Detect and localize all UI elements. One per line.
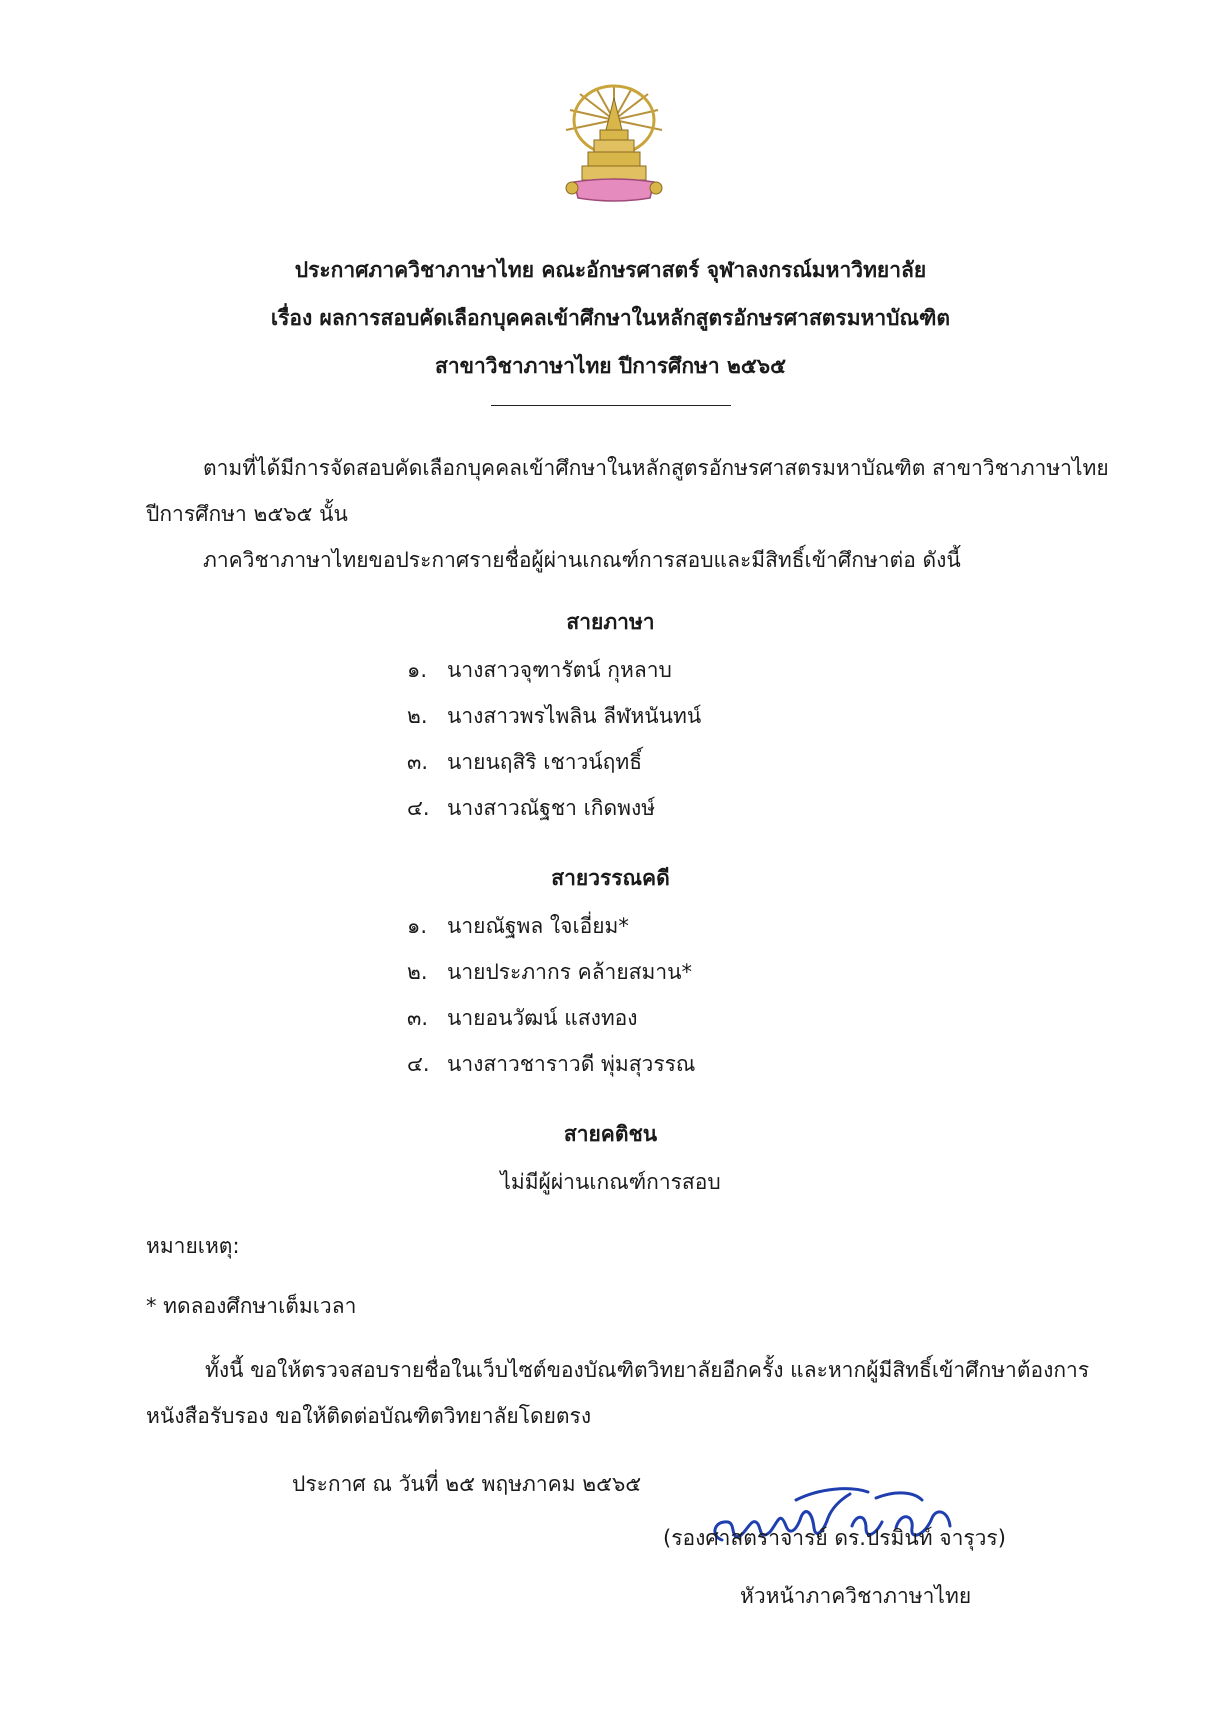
remarks-label: หมายเหตุ: (146, 1234, 240, 1258)
list-item-name: นายอนวัฒน์ แสงทอง (447, 1006, 638, 1030)
list-item-number: ๔. (407, 796, 430, 820)
header-line-2: เรื่อง ผลการสอบคัดเลือกบุคคลเข้าศึกษาในหลักสูตรอักษรศาสตรมหาบัณฑิต (270, 306, 951, 330)
intro-para2: ภาควิชาภาษาไทยขอประกาศรายชื่อผู้ผ่านเกณฑ์การสอบและมีสิทธิ์เข้าศึกษาต่อ ดังนี้ (203, 548, 961, 572)
list-item (407, 910, 629, 943)
list-item-name: นางสาวจุฑารัตน์ กุหลาบ (447, 658, 672, 682)
section-title-language: สายภาษา (566, 610, 655, 634)
closing-line-2: หนังสือรับรอง ขอให้ติดต่อบัณฑิตวิทยาลัยโดยตรง (146, 1404, 592, 1428)
list-item-name: นางสาวชาราวดี พุ่มสุวรรณ (447, 1052, 696, 1076)
intro-para1-line2: ปีการศึกษา ๒๕๖๕ นั้น (146, 502, 348, 526)
section-folklore-note: ไม่มีผู้ผ่านเกณฑ์การสอบ (500, 1170, 721, 1194)
signatory-name: (รองศาสตราจารย์ ดร.ปรมินท์ จารุวร) (663, 1526, 1006, 1550)
list-item (407, 792, 655, 825)
signatory-position: หัวหน้าภาควิชาภาษาไทย (740, 1584, 972, 1608)
intro-para1-line1: ตามที่ได้มีการจัดสอบคัดเลือกบุคคลเข้าศึกษาในหลักสูตรอักษรศาสตรมหาบัณฑิต สาขาวิชาภาษาไทย (203, 456, 1109, 480)
list-item-number: ๒. (407, 960, 428, 984)
list-item-number: ๓. (407, 750, 429, 774)
header-line-3: สาขาวิชาภาษาไทย ปีการศึกษา ๒๕๖๕ (435, 354, 786, 378)
list-item-name: นางสาวณัฐชา เกิดพงษ์ (447, 796, 656, 820)
list-item-name: นายณัฐพล ใจเอี่ยม* (447, 914, 629, 938)
list-item-number: ๔. (407, 1052, 430, 1076)
list-item-number: ๓. (407, 1006, 429, 1030)
list-item (407, 1002, 638, 1035)
list-item-name: นางสาวพรไพลิน ลีฬหนันทน์ (447, 704, 702, 728)
list-item (407, 700, 701, 733)
list-item-name: นายประภากร คล้ายสมาน* (447, 960, 692, 984)
closing-line-1: ทั้งนี้ ขอให้ตรวจสอบรายชื่อในเว็บไซต์ของบัณฑิตวิทยาลัยอีกครั้ง และหากผู้มีสิทธิ์เข้าศึกษาต้องการ (205, 1358, 1090, 1382)
section-title-literature: สายวรรณคดี (551, 866, 670, 890)
list-item-number: ๒. (407, 704, 428, 728)
list-item (407, 746, 642, 779)
header-divider (491, 405, 731, 406)
list-item-number: ๑. (407, 658, 428, 682)
remarks-note: * ทดลองศึกษาเต็มเวลา (146, 1294, 357, 1318)
header-line-1: ประกาศภาควิชาภาษาไทย คณะอักษรศาสตร์ จุฬาลงกรณ์มหาวิทยาลัย (294, 258, 927, 282)
announcement-date: ประกาศ ณ วันที่ ๒๕ พฤษภาคม ๒๕๖๕ (292, 1472, 642, 1496)
list-item-number: ๑. (407, 914, 428, 938)
university-emblem-logo (560, 80, 668, 220)
list-item (407, 1048, 695, 1081)
list-item (407, 956, 692, 989)
list-item-name: นายนฤสิริ เชาวน์ฤทธิ์ (447, 750, 643, 774)
section-title-folklore: สายคติชน (563, 1122, 658, 1146)
list-item (407, 654, 672, 687)
